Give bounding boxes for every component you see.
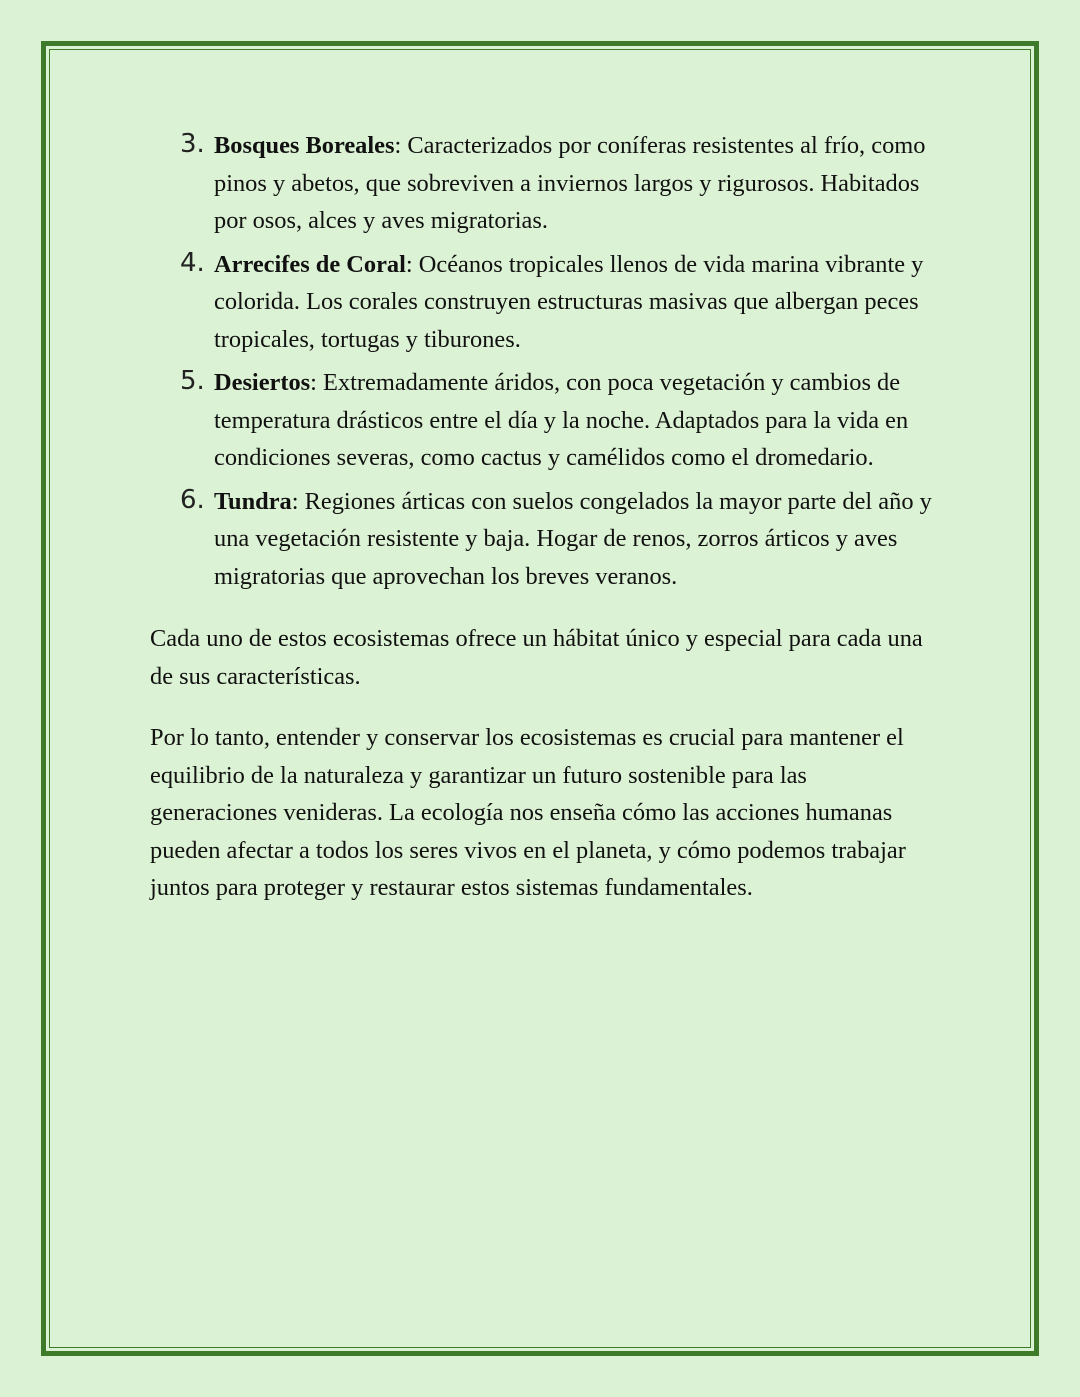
list-item xyxy=(150,246,940,359)
ecosystem-term: Desiertos xyxy=(214,369,311,396)
term-separator: : xyxy=(310,369,317,396)
list-item xyxy=(150,364,940,477)
term-separator: : xyxy=(405,250,413,278)
list-number: 4. xyxy=(180,247,205,278)
list-item xyxy=(150,127,940,240)
conclusion-paragraph: Por lo tanto, entender y conservar los ecosistemas es crucial para mantener el equilibrio de la naturaleza y garantizar un futuro sostenible para las generaciones venideras. La ecología nos enseña cómo las acciones humanas pueden afectar a todos los seres vivos en el planeta, y cómo podemos trabajar juntos para proteger y restaurar estos sistemas fundamentales. xyxy=(150,724,906,901)
ecosystem-description: Regiones árticas con suelos congelados la mayor parte del año y una vegetación resistente y baja. Hogar de renos, zorros árticos y aves migratorias que aprovechan los breves veranos. xyxy=(214,487,932,590)
ecosystem-description: Océanos tropicales llenos de vida marina vibrante y colorida. Los corales construyen estructuras masivas que albergan peces tropicales, tortugas y tiburones. xyxy=(214,250,924,353)
document-body xyxy=(150,127,940,907)
list-number: 3. xyxy=(180,129,205,159)
list-number: 5. xyxy=(180,366,205,396)
list-number: 6. xyxy=(180,484,205,515)
term-separator: : xyxy=(291,487,299,515)
ecosystem-term: Arrecifes de Coral xyxy=(214,250,406,278)
ecosystem-description: Extremadamente áridos, con poca vegetación y cambios de temperatura drásticos entre el día y la noche. Adaptados para la vida en condiciones severas, como cactus y camélidos como el dromedario. xyxy=(214,369,909,471)
ecosystem-list xyxy=(150,127,940,595)
summary-paragraph: Cada uno de estos ecosistemas ofrece un hábitat único y especial para cada una de sus características. xyxy=(150,625,923,690)
ecosystem-term: Bosques Boreales xyxy=(214,132,395,159)
list-item xyxy=(150,483,940,596)
ecosystem-term: Tundra xyxy=(214,487,292,515)
ecosystem-description: Caracterizados por coníferas resistentes al frío, como pinos y abetos, que sobreviven a inviernos largos y rigurosos. Habitados por osos, alces y aves migratorias. xyxy=(214,132,926,234)
term-separator: : xyxy=(394,132,402,159)
